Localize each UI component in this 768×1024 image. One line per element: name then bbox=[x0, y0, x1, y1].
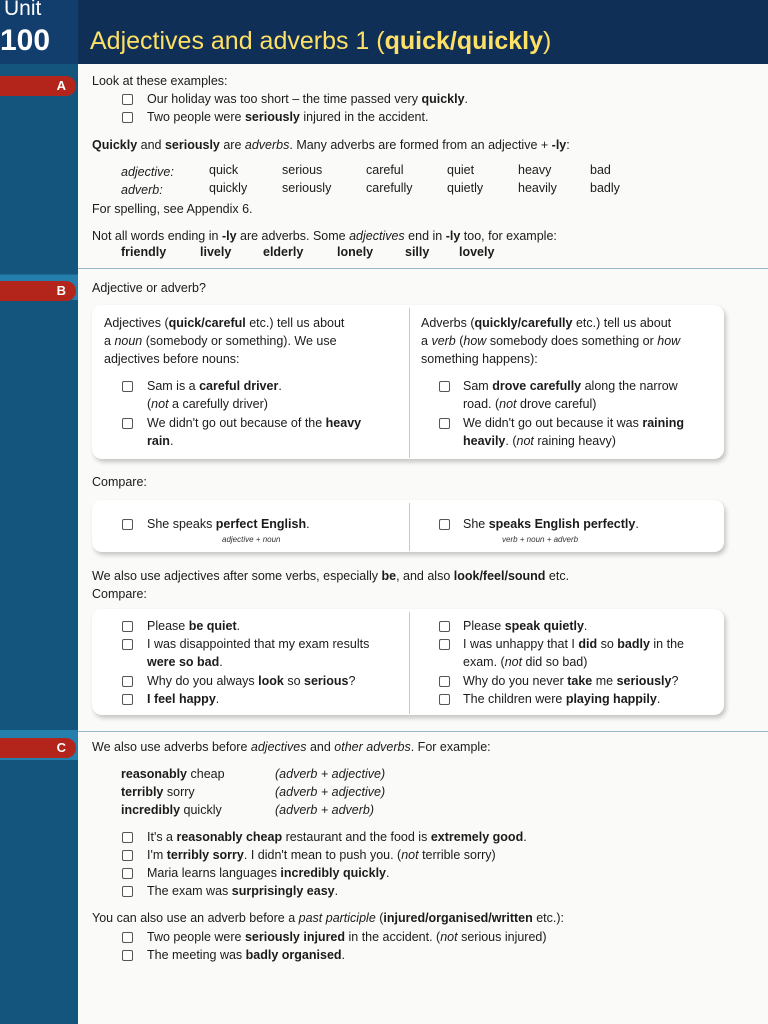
bullet-box-icon bbox=[122, 621, 133, 632]
adjective-word: serious bbox=[282, 163, 323, 177]
example-sentence: The exam was surprisingly easy. bbox=[147, 884, 339, 898]
example-sentence-cont: rain. bbox=[147, 434, 174, 448]
bullet-box-icon bbox=[439, 519, 450, 530]
bullet-box-icon bbox=[439, 381, 450, 392]
adjective-word: bad bbox=[590, 163, 611, 177]
bullet-box-icon bbox=[122, 832, 133, 843]
bullet-box-icon bbox=[122, 886, 133, 897]
section-a-label: A bbox=[0, 76, 76, 96]
example-sentence: She speaks English perfectly. bbox=[463, 517, 639, 531]
bullet-box-icon bbox=[122, 868, 133, 879]
ly-adjective: silly bbox=[405, 245, 430, 259]
ly-adjective: friendly bbox=[121, 245, 167, 259]
section-a-intro: Look at these examples: bbox=[92, 74, 228, 88]
unit-word: Unit bbox=[4, 0, 42, 20]
grammar-annotation: verb + noun + adverb bbox=[502, 535, 579, 544]
example-sentence: Please speak quietly. bbox=[463, 619, 588, 633]
left-margin-band bbox=[0, 0, 78, 1024]
right-intro-line: a verb (how somebody does something or how bbox=[421, 334, 681, 348]
example-sentence: She speaks perfect English. bbox=[147, 517, 310, 531]
example-sentence: The meeting was badly organised. bbox=[147, 948, 346, 962]
example-sentence-cont: were so bad. bbox=[147, 655, 223, 669]
example-sentence: I was disappointed that my exam results bbox=[147, 637, 370, 651]
right-intro-line: Adverbs (quickly/carefully etc.) tell us about bbox=[421, 316, 672, 330]
participle-note: You can also use an adverb before a past participle (injured/organised/written etc.): bbox=[92, 911, 564, 925]
example-sentence: I was unhappy that I did so badly in the bbox=[463, 637, 684, 651]
adverb-word: seriously bbox=[282, 181, 332, 195]
adjective-word: heavy bbox=[518, 163, 552, 177]
compare-label: Compare: bbox=[92, 475, 147, 489]
bullet-box-icon bbox=[122, 112, 133, 123]
bullet-box-icon bbox=[439, 639, 450, 650]
example-note: road. (not drove careful) bbox=[463, 397, 597, 411]
bullet-box-icon bbox=[439, 694, 450, 705]
bullet-box-icon bbox=[122, 850, 133, 861]
adverb-word: carefully bbox=[366, 181, 413, 195]
adjective-word: careful bbox=[366, 163, 404, 177]
adverb-pair: incredibly quickly bbox=[121, 803, 222, 817]
pair-annotation: (adverb + adjective) bbox=[275, 785, 386, 799]
example-sentence: I feel happy. bbox=[147, 692, 220, 706]
bullet-box-icon bbox=[122, 381, 133, 392]
pair-annotation: (adverb + adverb) bbox=[275, 803, 375, 817]
spelling-note: For spelling, see Appendix 6. bbox=[92, 202, 253, 216]
bullet-box-icon bbox=[439, 676, 450, 687]
bullet-box-icon bbox=[122, 694, 133, 705]
ly-note: Not all words ending in -ly are adverbs. Some adjectives end in -ly too, for example: bbox=[92, 229, 557, 243]
bullet-box-icon bbox=[122, 950, 133, 961]
section-c-intro: We also use adverbs before adjectives and other adverbs. For example: bbox=[92, 740, 491, 754]
bullet-box-icon bbox=[122, 94, 133, 105]
section-divider bbox=[78, 268, 768, 269]
adverb-word: heavily bbox=[518, 181, 557, 195]
table-label-adverb: adverb: bbox=[121, 183, 163, 197]
adverb-pair: terribly sorry bbox=[121, 785, 195, 799]
bullet-box-icon bbox=[122, 519, 133, 530]
left-intro-line: adjectives before nouns: bbox=[104, 352, 240, 366]
bullet-box-icon bbox=[122, 932, 133, 943]
page-header bbox=[0, 0, 768, 64]
example-sentence: The children were playing happily. bbox=[463, 692, 661, 706]
grammar-annotation: adjective + noun bbox=[222, 535, 281, 544]
example-note: (not a carefully driver) bbox=[147, 397, 268, 411]
example-sentence: It's a reasonably cheap restaurant and the food is extremely good. bbox=[147, 830, 527, 844]
left-intro-line: a noun (somebody or something). We use bbox=[104, 334, 337, 348]
left-intro-line: Adjectives (quick/careful etc.) tell us about bbox=[104, 316, 345, 330]
ly-adjective: elderly bbox=[263, 245, 304, 259]
section-c-label: C bbox=[0, 738, 76, 758]
example-sentence: Two people were seriously injured in the accident. bbox=[147, 110, 429, 124]
section-divider bbox=[78, 731, 768, 732]
right-intro-line: something happens): bbox=[421, 352, 538, 366]
adverb-pair: reasonably cheap bbox=[121, 767, 225, 781]
ly-adjective: lovely bbox=[459, 245, 495, 259]
ly-adjective: lively bbox=[200, 245, 232, 259]
adverb-word: badly bbox=[590, 181, 620, 195]
example-sentence: Why do you never take me seriously? bbox=[463, 674, 679, 688]
example-sentence: Two people were seriously injured in the accident. (not serious injured) bbox=[147, 930, 547, 944]
column-divider bbox=[409, 503, 410, 551]
page-title: Adjectives and adverbs 1 (quick/quickly) bbox=[90, 27, 552, 55]
adverb-word: quietly bbox=[447, 181, 484, 195]
table-label-adjective: adjective: bbox=[121, 165, 174, 179]
example-sentence: Maria learns languages incredibly quickly. bbox=[147, 866, 390, 880]
bullet-box-icon bbox=[122, 676, 133, 687]
adverb-word: quickly bbox=[209, 181, 248, 195]
example-sentence-cont: heavily. (not raining heavy) bbox=[463, 434, 616, 448]
after-verbs-note: We also use adjectives after some verbs, especially be, and also look/feel/sound etc. bbox=[92, 569, 570, 583]
example-sentence: Why do you always look so serious? bbox=[147, 674, 356, 688]
example-sentence: We didn't go out because of the heavy bbox=[147, 416, 362, 430]
example-sentence: Sam is a careful driver. bbox=[147, 379, 282, 393]
example-sentence: Our holiday was too short – the time passed very quickly. bbox=[147, 92, 469, 106]
example-sentence: We didn't go out because it was raining bbox=[463, 416, 685, 430]
adjective-word: quick bbox=[209, 163, 239, 177]
section-b-label: B bbox=[0, 281, 76, 301]
ly-adjective: lonely bbox=[337, 245, 374, 259]
example-note: exam. (not did so bad) bbox=[463, 655, 588, 669]
column-divider bbox=[409, 612, 410, 714]
example-sentence: Sam drove carefully along the narrow bbox=[463, 379, 678, 393]
unit-badge bbox=[0, 0, 78, 64]
unit-number: 100 bbox=[0, 24, 51, 57]
column-divider bbox=[409, 308, 410, 458]
bullet-box-icon bbox=[439, 621, 450, 632]
example-sentence: Please be quiet. bbox=[147, 619, 241, 633]
bullet-box-icon bbox=[122, 639, 133, 650]
example-sentence: I'm terribly sorry. I didn't mean to push you. (not terrible sorry) bbox=[147, 848, 496, 862]
adverb-rule: Quickly and seriously are adverbs. Many adverbs are formed from an adjective + -ly: bbox=[92, 138, 570, 152]
adjective-word: quiet bbox=[447, 163, 475, 177]
bullet-box-icon bbox=[122, 418, 133, 429]
section-b-title: Adjective or adverb? bbox=[92, 281, 206, 295]
pair-annotation: (adverb + adjective) bbox=[275, 767, 386, 781]
bullet-box-icon bbox=[439, 418, 450, 429]
compare-label: Compare: bbox=[92, 587, 147, 601]
